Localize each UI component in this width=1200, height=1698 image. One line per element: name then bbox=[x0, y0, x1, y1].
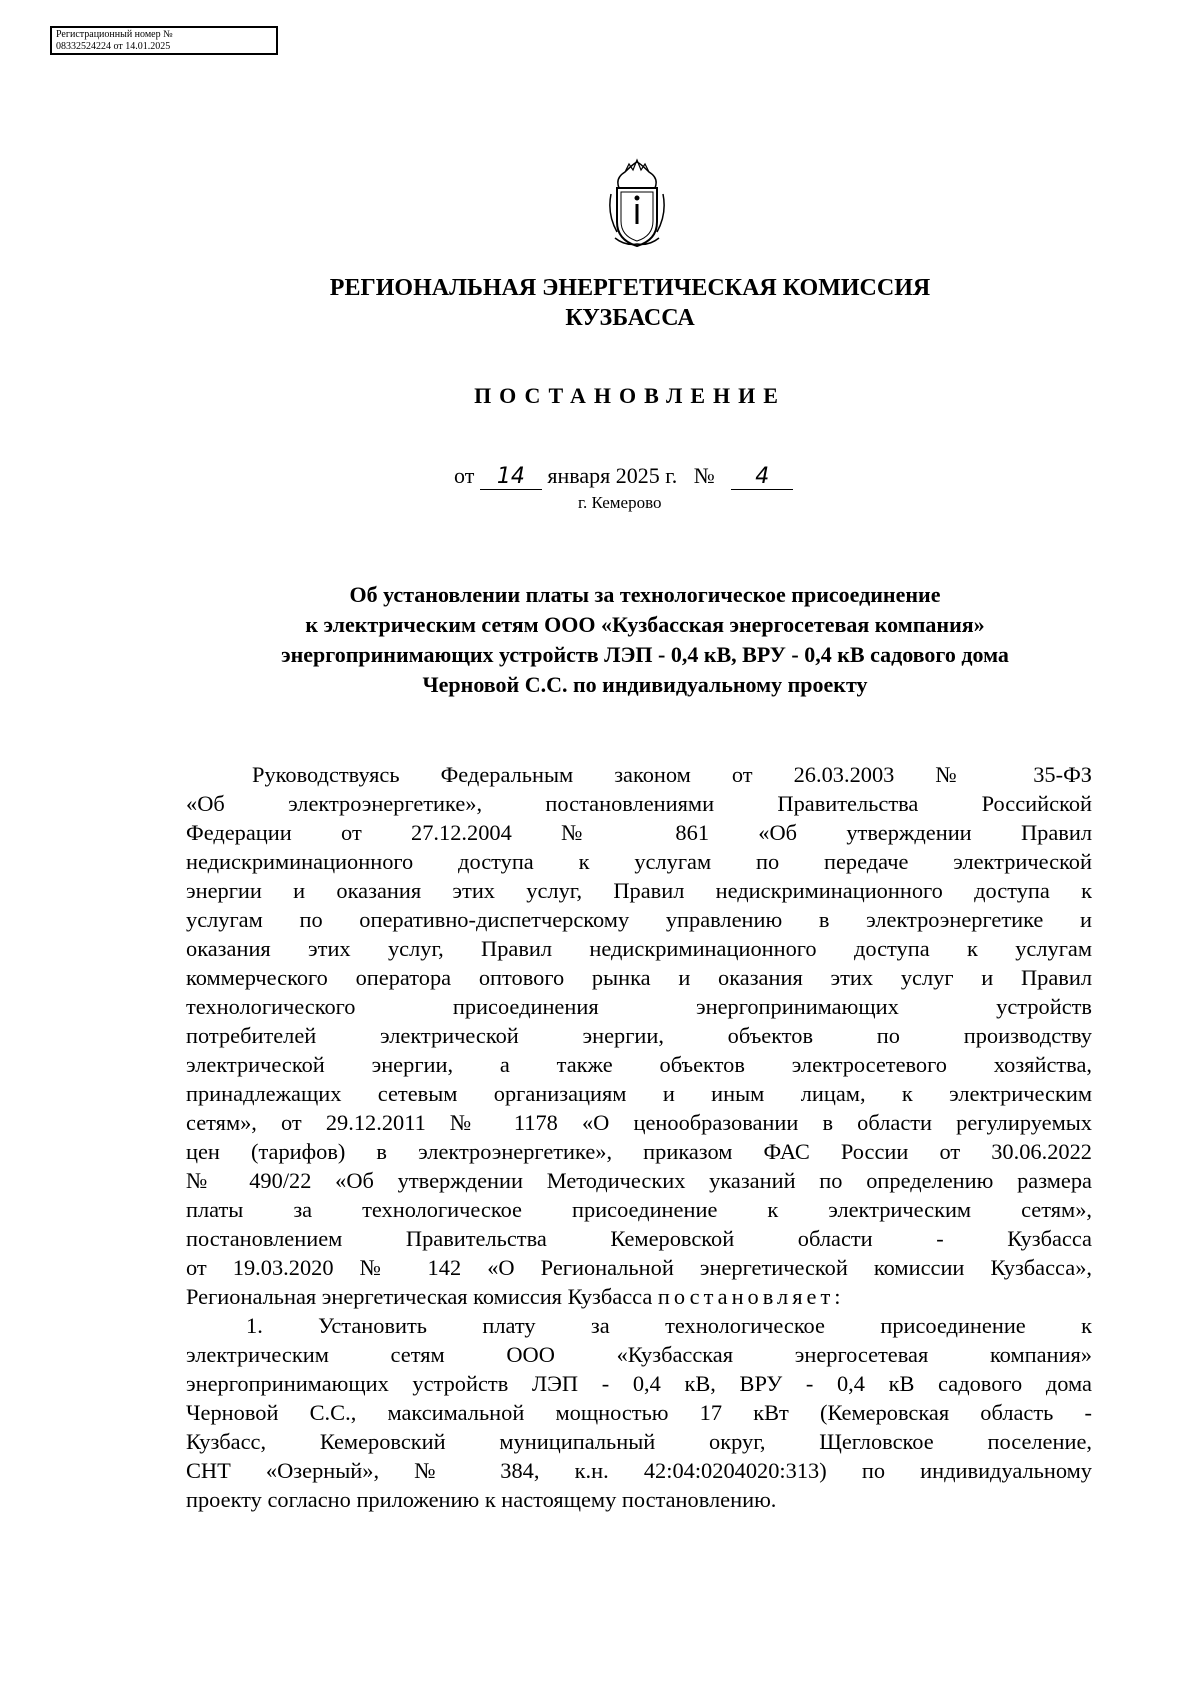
date-day: 14 bbox=[480, 465, 542, 490]
registration-label: Регистрационный номер № bbox=[56, 29, 173, 40]
preamble-line: оказания этих услуг, Правил недискриминационного доступа к услугам bbox=[186, 936, 1092, 961]
preamble-line: электрической энергии, а также объектов электросетевого хозяйства, bbox=[186, 1052, 1092, 1077]
preamble-line: коммерческого оператора оптового рынка и оказания этих услуг и Правил bbox=[186, 965, 1092, 990]
preamble-line: потребителей электрической энергии, объектов по производству bbox=[186, 1023, 1092, 1048]
resolves-text: Региональная энергетическая комиссия Кузбасса bbox=[186, 1284, 653, 1309]
item1-line: Кузбасс, Кемеровский муниципальный округ, Щегловское поселение, bbox=[186, 1429, 1092, 1454]
subject-line: Об установлении платы за технологическое присоединение bbox=[349, 582, 941, 607]
preamble-line: Руководствуясь Федеральным законом от 26.03.2003 № 35-ФЗ bbox=[252, 762, 1092, 787]
preamble-line: сетям», от 29.12.2011 № 1178 «О ценообразовании в области регулируемых bbox=[186, 1110, 1092, 1135]
subject-line: Черновой С.С. по индивидуальному проекту bbox=[422, 672, 868, 697]
document-city: г. Кемерово bbox=[578, 493, 662, 512]
document-body bbox=[186, 760, 1092, 1514]
document-subject bbox=[150, 580, 1140, 700]
document-number: 4 bbox=[731, 465, 793, 490]
preamble-line: услугам по оперативно-диспетчерскому управлению в электроэнергетике и bbox=[186, 907, 1092, 932]
preamble-line: от 19.03.2020 № 142 «О Региональной энергетической комиссии Кузбасса», bbox=[186, 1255, 1092, 1280]
preamble-line: технологического присоединения энергопринимающих устройств bbox=[186, 994, 1092, 1019]
preamble-line: принадлежащих сетевым организациям и иным лицам, к электрическим bbox=[186, 1081, 1092, 1106]
item1-line: энергопринимающих устройств ЛЭП - 0,4 кВ, ВРУ - 0,4 кВ садового дома bbox=[186, 1371, 1092, 1396]
number-sign: № bbox=[693, 463, 715, 488]
document-type: ПОСТАНОВЛЕНИЕ bbox=[474, 383, 786, 408]
preamble-line: платы за технологическое присоединение к электрическим сетям», bbox=[186, 1197, 1092, 1222]
date-prefix: от bbox=[454, 463, 475, 488]
preamble-line: № 490/22 «Об утверждении Методических указаний по определению размера bbox=[186, 1168, 1092, 1193]
preamble-line: «Об электроэнергетике», постановлениями Правительства Российской bbox=[186, 791, 1092, 816]
subject-line: энергопринимающих устройств ЛЭП - 0,4 кВ, ВРУ - 0,4 кВ садового дома bbox=[281, 642, 1009, 667]
resolves-line bbox=[186, 1282, 1092, 1311]
document-date-line bbox=[454, 463, 793, 490]
item1-line: Черновой С.С., максимальной мощностью 17 кВт (Кемеровская область - bbox=[186, 1400, 1092, 1425]
organization-name-line1: РЕГИОНАЛЬНАЯ ЭНЕРГЕТИЧЕСКАЯ КОМИССИЯ bbox=[329, 275, 931, 301]
item1-line: электрическим сетям ООО «Кузбасская энергосетевая компания» bbox=[186, 1342, 1092, 1367]
item1-line: 1. Установить плату за технологическое присоединение к bbox=[246, 1313, 1092, 1338]
subject-line: к электрическим сетям ООО «Кузбасская энергосетевая компания» bbox=[305, 612, 985, 637]
organization-name-line2: КУЗБАССА bbox=[565, 305, 695, 331]
coat-of-arms-icon bbox=[605, 158, 669, 248]
resolves-verb: постановляет: bbox=[657, 1284, 845, 1309]
preamble-line: энергии и оказания этих услуг, Правил недискриминационного доступа к bbox=[186, 878, 1092, 903]
preamble-line: цен (тарифов) в электроэнергетике», приказом ФАС России от 30.06.2022 bbox=[186, 1139, 1092, 1164]
item1-line: проекту согласно приложению к настоящему постановлению. bbox=[186, 1487, 777, 1512]
item1-line: СНТ «Озерный», № 384, к.н. 42:04:0204020:313) по индивидуальному bbox=[186, 1458, 1092, 1483]
organization-name bbox=[180, 273, 1080, 333]
preamble-line: Федерации от 27.12.2004 № 861 «Об утверждении Правил bbox=[186, 820, 1092, 845]
preamble-line: недискриминационного доступа к услугам по передаче электрической bbox=[186, 849, 1092, 874]
date-month-year: января 2025 г. bbox=[547, 463, 678, 488]
preamble-line: постановлением Правительства Кемеровской области - Кузбасса bbox=[186, 1226, 1092, 1251]
registration-number: 08332524224 от 14.01.2025 bbox=[56, 41, 171, 52]
registration-number-box bbox=[50, 26, 278, 55]
